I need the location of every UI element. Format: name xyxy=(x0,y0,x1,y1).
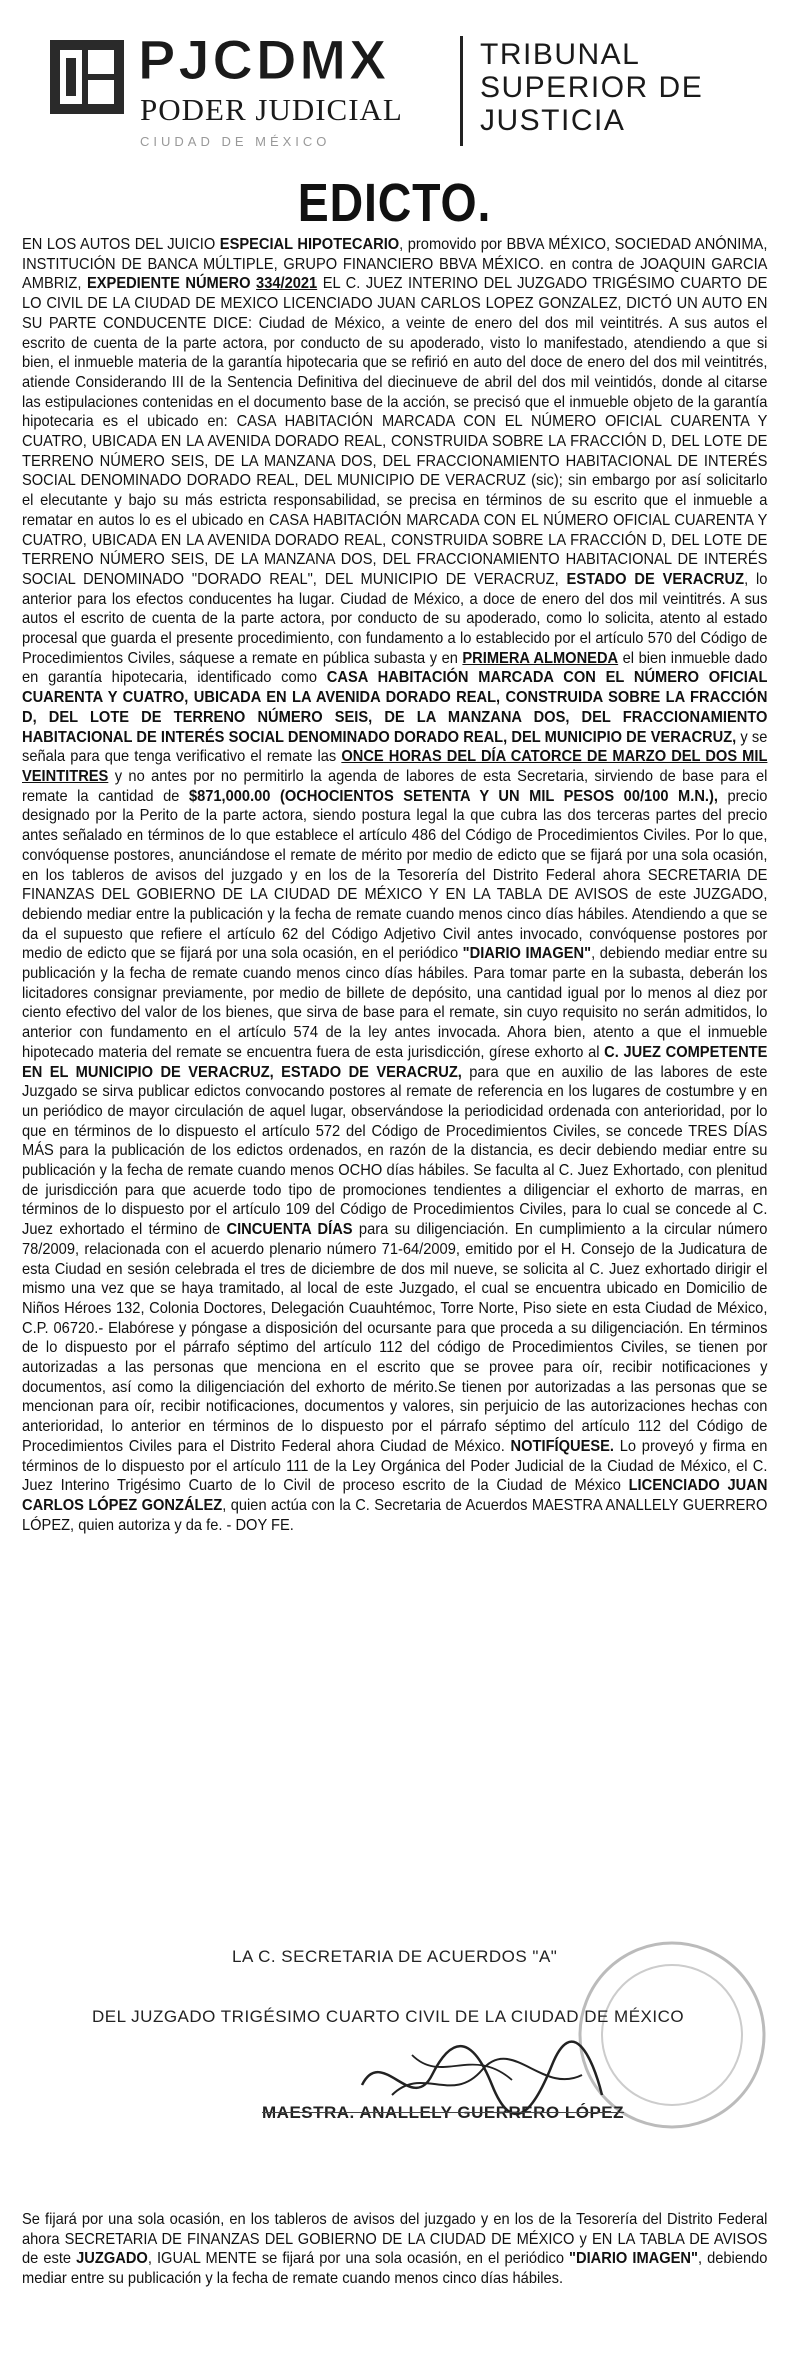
body-text: , lo anterior para los efectos conducentes ha lugar. Ciudad de México, a doce de enero del dos mil veintitrés. A sus autos el escrito de cuenta de la parte actora, por conducto de su apoderado, como lo solicita, atento al estado procesal que guarda el presente procedimiento, con fundamento a lo establecido por el artículo 570 del Código de Procedimientos Civiles, sáquese a remate en pública subasta y en xyxy=(22,570,768,667)
signature-name: MAESTRA. ANALLELY GUERRERO LÓPEZ xyxy=(262,2103,625,2122)
page-title: EDICTO. xyxy=(297,173,492,233)
footer-note xyxy=(22,2210,767,2289)
body-text: precio designado por la Perito de la parte actora, siendo postura legal la que cubra las dos terceras partes del precio antes señalado en términos de lo que establece el artículo 486 del Código de Procedimientos Civiles. Por lo que, convóquense postores, anunciándose el remate de mérito por medio de edicto que se fijará por una sola ocasión, en los tableros de avisos del juzgado y en los de la Tesorería del Distrito Federal ahora SECRETARIA DE FINANZAS DEL GOBIERNO DE LA CIUDAD DE MÉXICO Y EN LA TABLA DE AVISOS de este JUZGADO, debiendo mediar entre la publicación y la fecha de remate cuando menos cinco días hábiles. Atendiendo a que se da el supuesto que refiere el artículo 62 del Código Adjetivo Civil antes invocado, convóquense postores por medio de edicto que se fijará por una sola ocasión, en el periódico xyxy=(22,787,768,963)
edict-body xyxy=(22,235,767,1535)
body-text: EN LOS AUTOS DEL JUICIO xyxy=(22,236,220,253)
court-line-3: JUSTICIA xyxy=(480,104,626,137)
judicial-emblem-icon xyxy=(48,38,126,116)
auction-date: ONCE HORAS DEL DÍA CATORCE DE MARZO DEL DOS MIL VEINTITRES xyxy=(22,748,768,785)
signature-court: DEL JUZGADO TRIGÉSIMO CUARTO CIVIL DE LA CIUDAD DE MÉXICO xyxy=(92,2007,685,2026)
court-line-2: SUPERIOR DE xyxy=(480,71,704,104)
footer-text: , IGUAL MENTE se fijará por una sola ocasión, en el periódico xyxy=(147,2250,570,2268)
pjcdmx-logo xyxy=(40,30,460,150)
brand-name: PJCDMX xyxy=(138,28,390,91)
body-text: Lo proveyó y firma en términos de lo dispuesto por el artículo 111 de la Ley Orgánica del Poder Judicial de la Ciudad de México, el C. Juez Interino Trigésimo Cuarto de lo Civil de proceso escrito de la Ciudad de México xyxy=(22,1437,768,1495)
header-divider xyxy=(460,36,463,146)
body-text: para su diligenciación. En cumplimiento a la circular número 78/2009, relacionada con el acuerdo plenario número 71-64/2009, emitido por el H. Consejo de la Judicatura de esta Ciudad en sesión celebrada el tres de diciembre de dos mil nueve, se solicita al C. Juez exhortado dirigir el mismo una vez que se haya tramitado, al local de este Juzgado, el cual se encuentra ubicado en Domicilio de Niños Héroes 132, Colonia Doctores, Delegación Cuauhtémoc, Torre Norte, Piso siete en esta Ciudad de México, C.P. 06720.- Elabórese y póngase a disposición del ocursante para que proceda a su diligenciación. En términos de lo dispuesto por el párrafo séptimo del artículo 112 del código de Procedimientos Civiles, se tienen por autorizadas a las personas que menciona en el escrito que se provee para oír, recibir notificaciones y documentos, así como la diligenciación del exhorto de mérito.Se tienen por autorizadas a las personas que se mencionan para oír, recibir notificaciones, documentos y valores, sin perjuicio de las autorizaciones hechas con anterioridad, lo anterior en términos de lo dispuesto por el párrafo séptimo del artículo 112 del Código de Procedimientos Civiles para el Distrito Federal ahora Ciudad de México. xyxy=(22,1221,768,1455)
expediente-number: 334/2021 xyxy=(256,275,318,293)
footer-newspaper: "DIARIO IMAGEN" xyxy=(569,2250,698,2268)
body-text: y se señala para que tenga verificativo el remate las xyxy=(22,728,768,766)
competent-judge: C. JUEZ COMPETENTE EN EL MUNICIPIO DE VERACRUZ, ESTADO DE VERACRUZ, xyxy=(22,1043,768,1081)
tagline: CIUDAD DE MÉXICO xyxy=(140,134,331,149)
signature-title: LA C. SECRETARIA DE ACUERDOS "A" xyxy=(232,1947,558,1966)
body-text: el bien inmueble dado en garantía hipotecaria, identificado como xyxy=(22,649,768,687)
auction-amount: $871,000.00 (OCHOCIENTOS SETENTA Y UN MIL PESOS 00/100 M.N.), xyxy=(188,787,718,805)
court-line-1: TRIBUNAL xyxy=(480,38,641,71)
judge-name: LICENCIADO JUAN CARLOS LÓPEZ GONZÁLEZ xyxy=(22,1477,768,1514)
body-text: , promovido por BBVA MÉXICO, SOCIEDAD ANÓNIMA, INSTITUCIÓN DE BANCA MÚLTIPLE, GRUPO FINANCIERO BBVA MÉXICO. en contra de JOAQUIN GARCIA AMBRIZ, xyxy=(22,236,768,293)
term-days: CINCUENTA DÍAS xyxy=(226,1221,353,1239)
footer-bold: JUZGADO xyxy=(76,2250,148,2268)
body-text: para que en auxilio de las labores de este Juzgado se sirva publicar edictos convocando postores al remate de referencia en los lugares de costumbre y en un periódico de mayor circulación de aquel lugar, observándose la periodicidad ordenada con anterioridad, por lo que en términos de lo dispuesto el artículo 572 del Código de Procedimientos Civiles, se concede TRES DÍAS MÁS para la publicación de los edictos ordenados, en razón de la distancia, es decir debiendo mediar entre su publicación y la fecha de remate cuando menos OCHO días hábiles. Se faculta al C. Juez Exhortado, con plenitud de jurisdicción para que acuerde todo tipo de promociones tendientes a diligenciar el exhorto de marras, en términos de lo dispuesto por el artículo 109 del Código de Procedimientos Civiles, para lo cual se concede al C. Juez exhortado el término de xyxy=(22,1063,768,1239)
body-bold: ESTADO DE VERACRUZ xyxy=(566,570,745,588)
property-description: CASA HABITACIÓN MARCADA CON EL NÚMERO OFICIAL CUARENTA Y CUATRO, UBICADA EN LA AVENIDA DORADO REAL, CONSTRUIDA SOBRE LA FRACCIÓN D, DEL LOTE DE TERRENO NÚMERO SEIS, DE LA MANZANA DOS, DEL FRACCIONAMIENTO HABITACIONAL DE INTERÉS SOCIAL DENOMINADO DORADO REAL, DEL MUNICIPIO DE VERACRUZ, xyxy=(22,669,768,746)
footer-text: Se fijará por una sola ocasión, en los tableros de avisos del juzgado y en los de la Tesorería del Distrito Federal ahora SECRETARIA DE FINANZAS DEL GOBIERNO DE LA CIUDAD DE MÉXICO y EN LA TABLA DE AVISOS de este xyxy=(22,2211,768,2268)
signature-block xyxy=(22,1935,767,2145)
body-text: , quien actúa con la C. Secretaria de Acuerdos MAESTRA ANALLELY GUERRERO LÓPEZ, quien autoriza y da fe. - DOY FE. xyxy=(22,1497,768,1534)
notifiquese: NOTIFÍQUESE. xyxy=(510,1437,614,1455)
body-bold: ESPECIAL HIPOTECARIO xyxy=(219,236,400,253)
header xyxy=(0,0,789,160)
body-text: EL C. JUEZ INTERINO DEL JUZGADO TRIGÉSIMO CUARTO DE LO CIVIL DE LA CIUDAD DE MEXICO LICENCIADO JUAN CARLOS LOPEZ GONZALEZ, DICTÓ UN AUTO EN SU PARTE CONDUCENTE DICE: Ciudad de México, a veinte de enero del dos mil veintitrés. A sus autos el escrito de cuenta de la parte actora, por conducto de su apoderado, visto lo manifestado, atendiendo a que si bien, el inmueble materia de la garantía hipotecaria que se refirió en auto del doce de enero del dos mil veintitrés, atiende Considerando III de la Sentencia Definitiva del diecinueve de abril del dos mil veintidós, donde al citarse las estipulaciones contenidas en el documento base de la acción, se precisó que el inmueble objeto de la garantía hipotecaria es el ubicado en: CASA HABITACIÓN MARCADA CON EL NÚMERO OFICIAL CUARENTA Y CUATRO, UBICADA EN LA AVENIDA DORADO REAL, CONSTRUIDA SOBRE LA FRACCIÓN D, DEL LOTE DE TERRENO NÚMERO SEIS, DE LA MANZANA DOS, DEL FRACCIONAMIENTO HABITACIONAL DE INTERÉS SOCIAL DENOMINADO DORADO REAL, DEL MUNICIPIO DE VERACRUZ (sic); sin embargo por así solicitarlo el elecutante y bajo su más estricta responsabilidad, se precisa en términos de su escrito que el inmueble a rematar en autos lo es el ubicado en CASA HABITACIÓN MARCADA CON EL NÚMERO OFICIAL CUARENTA Y CUATRO, UBICADA EN LA AVENIDA DORADO REAL, CONSTRUIDA SOBRE LA FRACCIÓN D, DEL LOTE DE TERRENO NÚMERO SEIS, DE LA MANZANA DOS, DEL FRACCIONAMIENTO HABITACIONAL DE INTERÉS SOCIAL DENOMINADO "DORADO REAL", DEL MUNICIPIO DE VERACRUZ, xyxy=(22,275,768,588)
newspaper-name: "DIARIO IMAGEN" xyxy=(462,945,592,963)
court-name xyxy=(480,38,703,137)
branch-name: PODER JUDICIAL xyxy=(140,92,403,127)
almoneda: PRIMERA ALMONEDA xyxy=(462,649,619,667)
footer-text: , debiendo mediar entre su publicación y la fecha de remate cuando menos cinco días hábiles. xyxy=(22,2250,768,2288)
body-text: , debiendo mediar entre su publicación y la fecha de remate cuando menos cinco días hábiles. Para tomar parte en la subasta, deberán los licitadores consignar previamente, por medio de billete de depósito, una cantidad igual por lo menos al diez por ciento efectivo del valor de los bienes, que sirva de base para el remate, sin cuyo requisito no serán admitidos, lo anterior con fundamento en el artículo 574 de la ley antes invocada. Ahora bien, atento a que el inmueble hipotecado materia del remate se encuentra fuera de esta jurisdicción, gírese exhorto al xyxy=(22,945,768,1061)
body-text: y no antes por no permitirlo la agenda de labores de esta Secretaria, sirviendo de base para el remate la cantidad de xyxy=(22,767,768,805)
body-bold: EXPEDIENTE NÚMERO xyxy=(86,275,257,293)
